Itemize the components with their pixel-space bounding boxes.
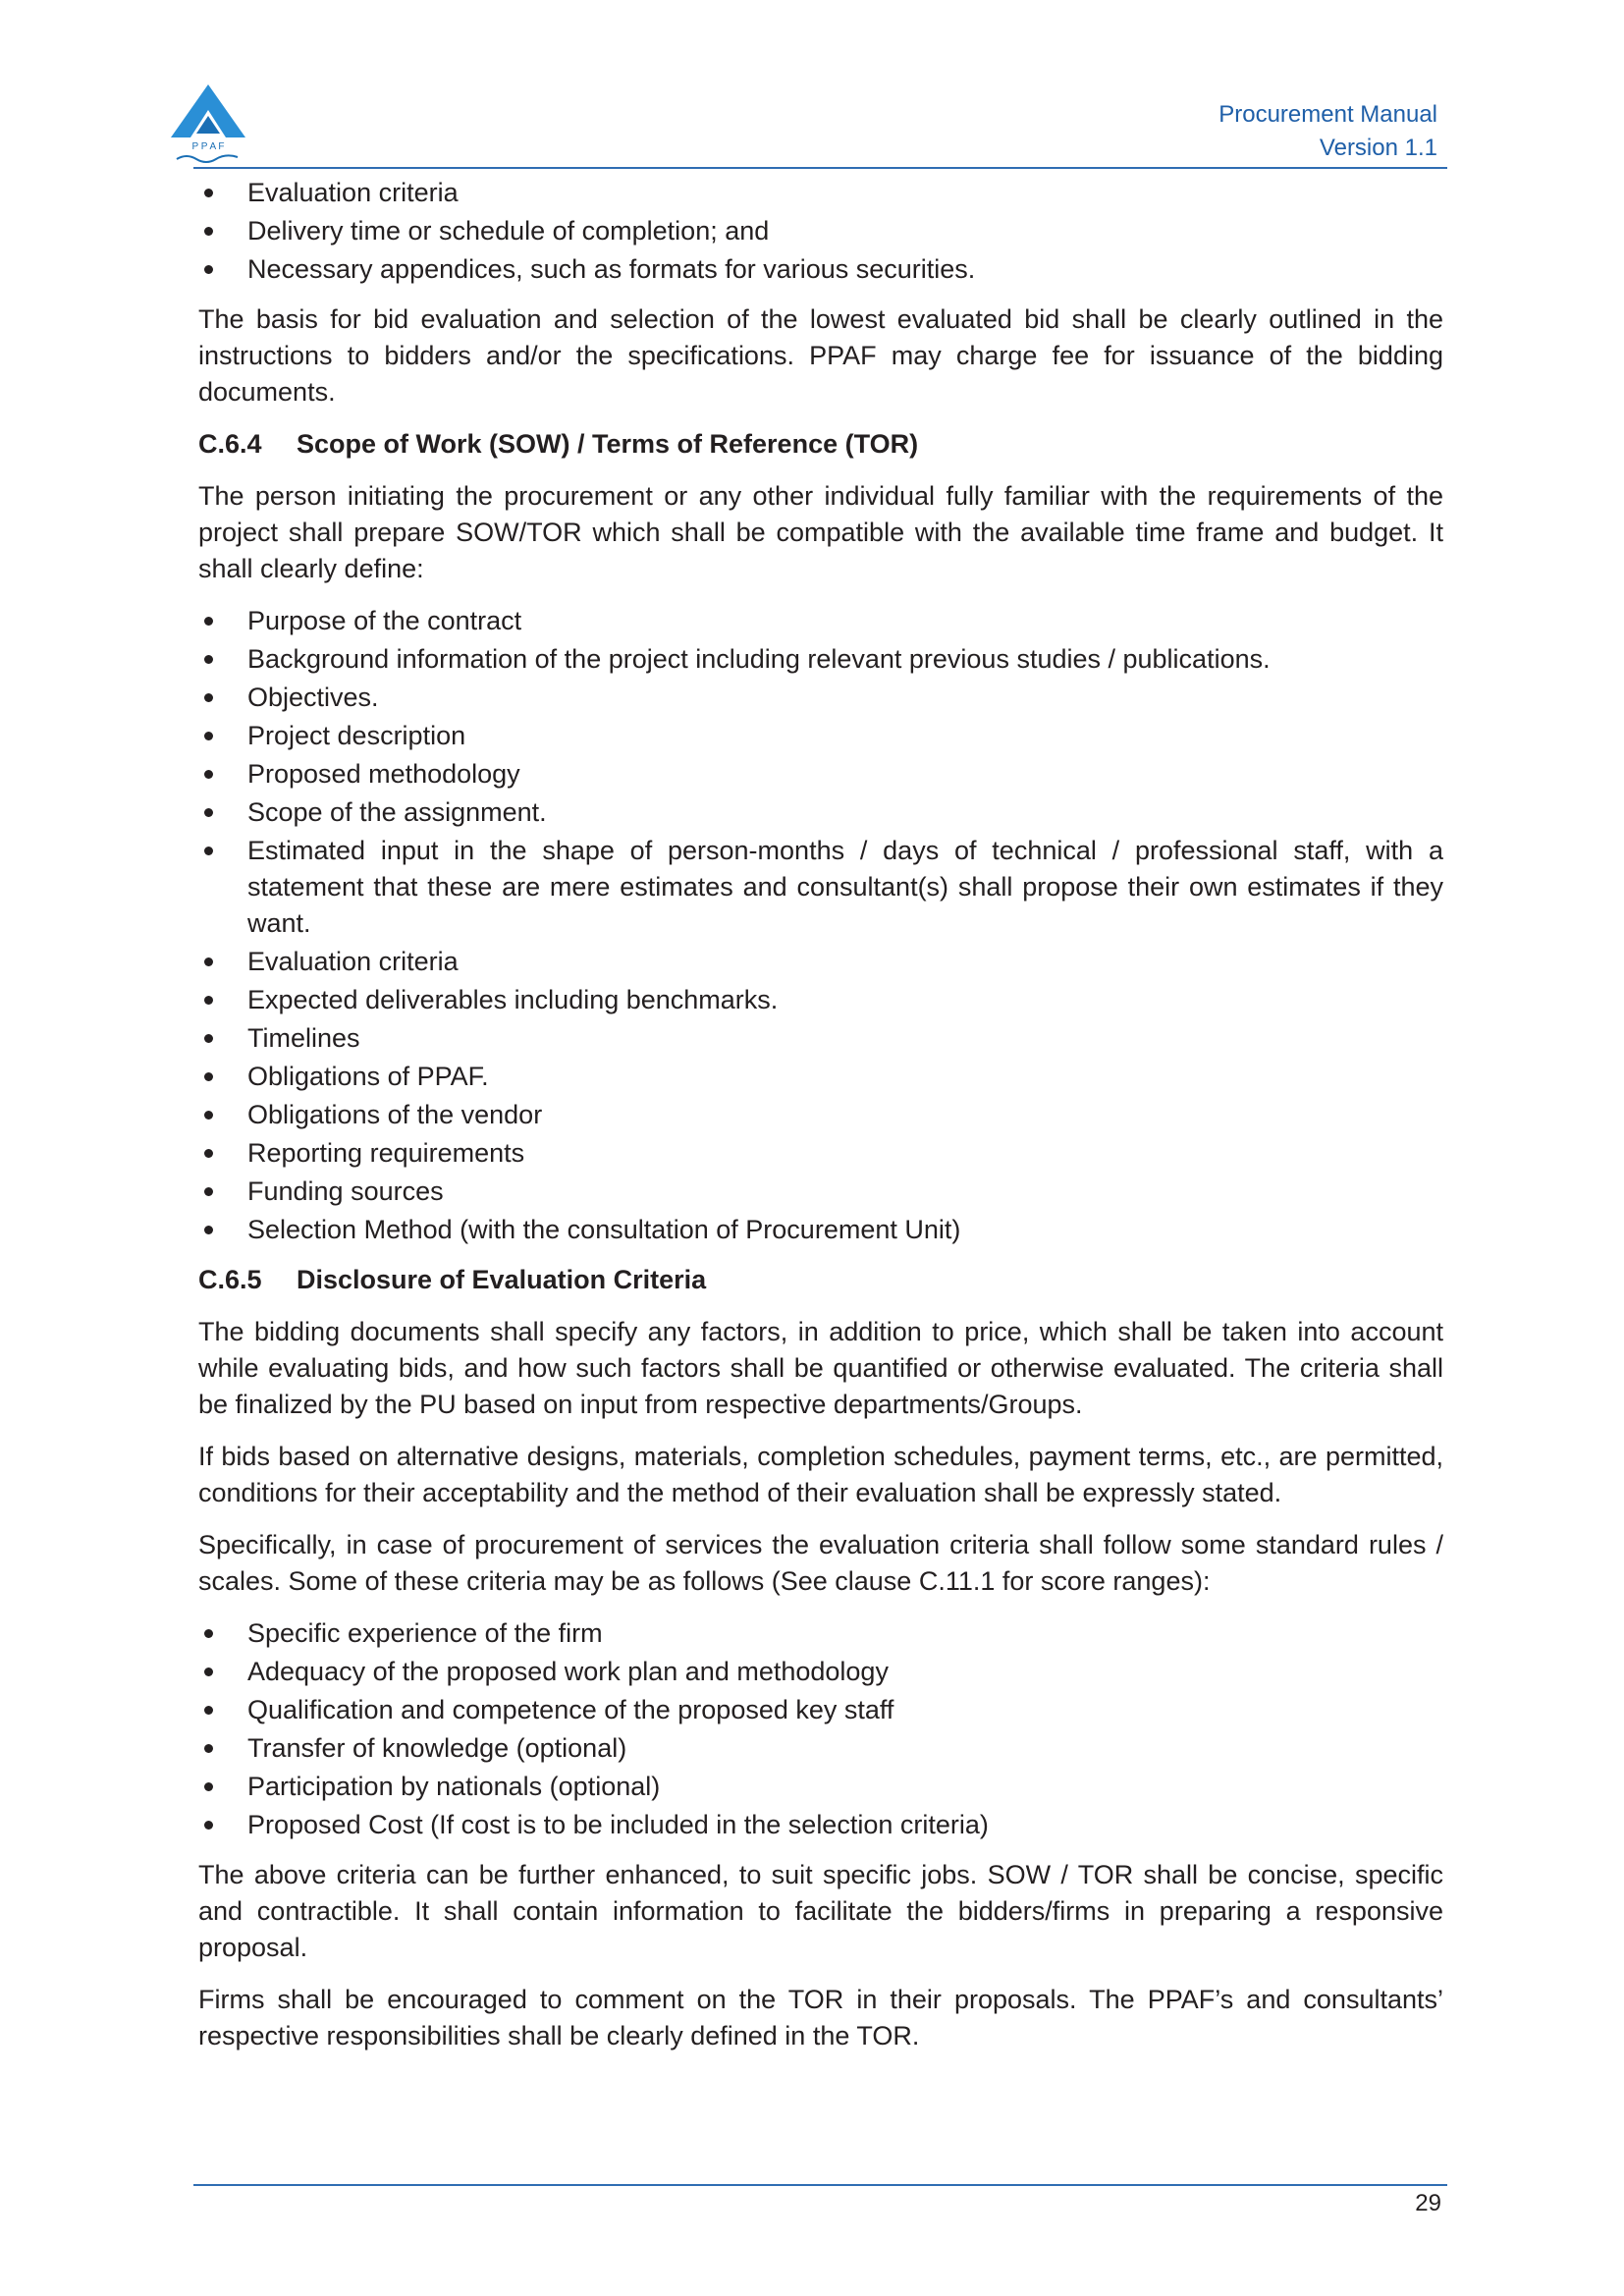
list-item: Proposed methodology <box>198 756 1443 793</box>
list-item: Qualification and competence of the proposed key staff <box>198 1692 1443 1728</box>
section-title: Scope of Work (SOW) / Terms of Reference (TOR) <box>297 429 919 459</box>
list-item: Funding sources <box>198 1174 1443 1210</box>
page-number: 29 <box>1415 2190 1441 2216</box>
list-item: Scope of the assignment. <box>198 794 1443 831</box>
list-item: Proposed Cost (If cost is to be included in the selection criteria) <box>198 1807 1443 1843</box>
list-item: Estimated input in the shape of person-months / days of technical / professional staff, with a statement that these are mere estimates and consultant(s) shall propose their own estimates if they want. <box>198 833 1443 942</box>
list-item: Selection Method (with the consultation of Procurement Unit) <box>198 1212 1443 1248</box>
ppaf-logo-icon <box>167 81 249 165</box>
paragraph: Firms shall be encouraged to comment on the TOR in their proposals. The PPAF’s and consultants’ respective responsibilities shall be clearly defined in the TOR. <box>198 1985 1443 2050</box>
list-item: Background information of the project including relevant previous studies / publications. <box>198 641 1443 678</box>
list-item: Obligations of PPAF. <box>198 1059 1443 1095</box>
svg-text:P P A F: P P A F <box>191 141 225 152</box>
section-number: C.6.4 <box>198 429 262 459</box>
list-item: Transfer of knowledge (optional) <box>198 1730 1443 1767</box>
list-item: Reporting requirements <box>198 1135 1443 1172</box>
list-item: Evaluation criteria <box>198 175 1443 211</box>
list-item: Evaluation criteria <box>198 944 1443 980</box>
footer-divider <box>193 2184 1447 2186</box>
section-heading-c65 <box>198 1262 1443 1298</box>
bullet-list-intro <box>198 175 1443 288</box>
list-item: Objectives. <box>198 680 1443 716</box>
list-item: Adequacy of the proposed work plan and methodology <box>198 1654 1443 1690</box>
section-heading-c64 <box>198 426 1443 463</box>
ppaf-logo <box>167 81 249 165</box>
paragraph: The above criteria can be further enhanced, to suit specific jobs. SOW / TOR shall be concise, specific and contractible. It shall contain information to facilitate the bidders/firms in preparing a responsive proposal. <box>198 1860 1443 1962</box>
manual-title: Procurement Manual <box>1218 101 1437 128</box>
list-item: Specific experience of the firm <box>198 1615 1443 1652</box>
paragraph: If bids based on alternative designs, materials, completion schedules, payment terms, etc., are permitted, conditions for their acceptability and the method of their evaluation shall be expressly stated. <box>198 1442 1443 1507</box>
document-header <box>1218 98 1437 165</box>
section-title: Disclosure of Evaluation Criteria <box>297 1265 707 1294</box>
paragraph: The bidding documents shall specify any factors, in addition to price, which shall be taken into account while evaluating bids, and how such factors shall be quantified or otherwise evaluated. The criteria shall be finalized by the PU based on input from respective departments/Groups. <box>198 1317 1443 1419</box>
list-item: Delivery time or schedule of completion; and <box>198 213 1443 249</box>
header-divider <box>193 167 1447 169</box>
list-item: Participation by nationals (optional) <box>198 1769 1443 1805</box>
paragraph: The person initiating the procurement or any other individual fully familiar with the requirements of the project shall prepare SOW/TOR which shall be compatible with the available time frame and budget. It shall clearly define: <box>198 481 1443 583</box>
page-content <box>198 175 1443 2070</box>
list-item: Timelines <box>198 1020 1443 1057</box>
manual-version: Version 1.1 <box>1319 135 1437 161</box>
list-item: Necessary appendices, such as formats for various securities. <box>198 251 1443 288</box>
list-item: Project description <box>198 718 1443 754</box>
section-number: C.6.5 <box>198 1265 262 1294</box>
paragraph: Specifically, in case of procurement of services the evaluation criteria shall follow some standard rules / scales. Some of these criteria may be as follows (See clause C.11.1 for score ranges): <box>198 1530 1443 1596</box>
list-item: Obligations of the vendor <box>198 1097 1443 1133</box>
list-item: Purpose of the contract <box>198 603 1443 639</box>
list-item: Expected deliverables including benchmarks. <box>198 982 1443 1018</box>
bullet-list-criteria <box>198 1615 1443 1843</box>
bullet-list-sow <box>198 603 1443 1248</box>
paragraph: The basis for bid evaluation and selection of the lowest evaluated bid shall be clearly outlined in the instructions to bidders and/or the specifications. PPAF may charge fee for issuance of the bidding documents. <box>198 304 1443 407</box>
